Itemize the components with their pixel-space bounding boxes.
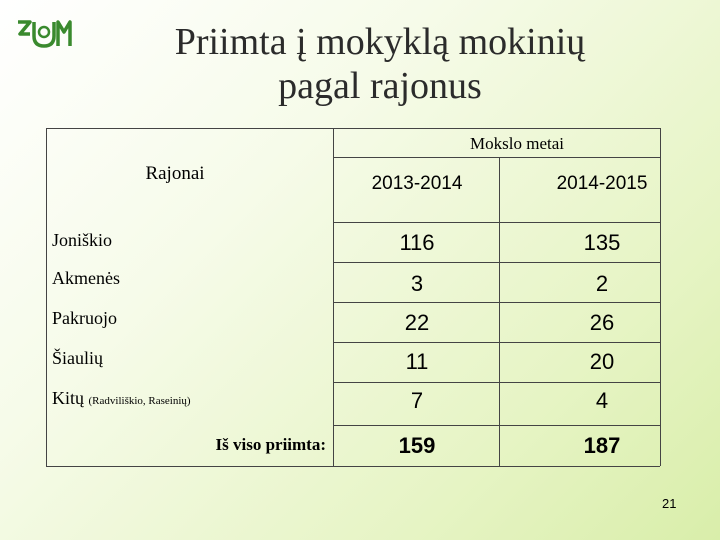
total-2014-2015: 187: [583, 433, 621, 458]
cell-pakruojo-2014-2015: 26: [589, 310, 615, 335]
page-number: 21: [662, 496, 677, 511]
row-label-joniskio: Joniškio: [52, 230, 113, 250]
row-label-kitu: [52, 388, 191, 409]
cell-akmenes-2014-2015: 2: [595, 271, 609, 296]
column-header-2013-2014: 2013-2014: [371, 173, 463, 194]
zum-logo: [16, 18, 74, 52]
row-divider: [333, 382, 660, 383]
row-label-pakruojo: Pakruojo: [52, 308, 117, 328]
title-line-2: pagal rajonus: [278, 65, 482, 107]
cell-siauliu-2014-2015: 20: [589, 349, 615, 374]
row-label-kitu-note: (Radviliškio, Raseinių): [88, 395, 191, 407]
table-top-border: [46, 128, 660, 129]
header-bottom-border: [333, 222, 660, 223]
total-2013-2014: 159: [398, 433, 436, 458]
row-label-kitu-name: Kitų: [52, 388, 85, 408]
cell-joniskio-2014-2015: 135: [583, 230, 621, 255]
column-header-2014-2015: 2014-2015: [556, 173, 648, 194]
row-label-akmenes: Akmenės: [52, 268, 120, 288]
header-divider: [333, 157, 660, 158]
cell-siauliu-2013-2014: 11: [405, 349, 429, 374]
year-column-divider: [499, 157, 500, 466]
cell-kitu-2014-2015: 4: [595, 388, 609, 413]
table-right-border: [660, 128, 661, 466]
row-label-siauliu: Šiaulių: [52, 348, 104, 368]
cell-akmenes-2013-2014: 3: [410, 271, 424, 296]
group-header: Mokslo metai: [470, 134, 564, 153]
cell-pakruojo-2013-2014: 22: [404, 310, 430, 335]
cell-joniskio-2013-2014: 116: [399, 230, 435, 255]
title-line-1: Priimta į mokyklą mokinių: [174, 21, 586, 63]
label-column-divider: [333, 128, 334, 466]
row-header: Rajonai: [145, 163, 205, 184]
total-label: Iš viso priimta:: [215, 435, 326, 454]
table-bottom-border: [46, 466, 660, 467]
row-divider: [333, 342, 660, 343]
row-divider: [333, 425, 660, 426]
slide-title: [120, 20, 640, 108]
cell-kitu-2013-2014: 7: [410, 388, 424, 413]
row-divider: [333, 262, 660, 263]
row-divider: [333, 302, 660, 303]
